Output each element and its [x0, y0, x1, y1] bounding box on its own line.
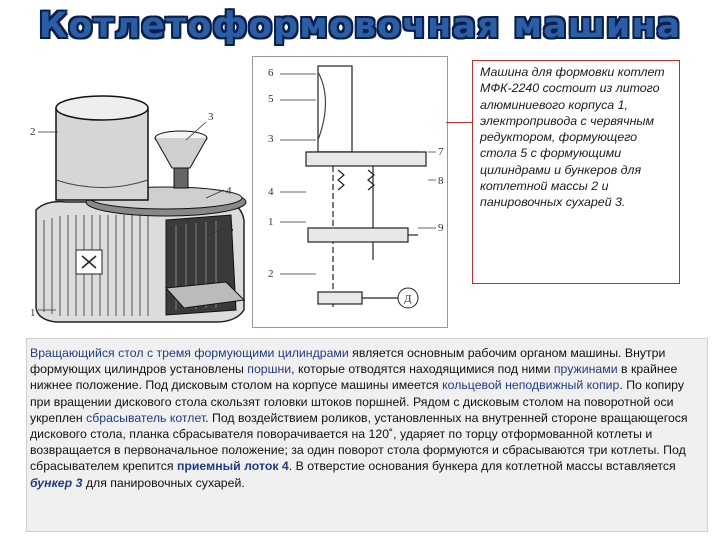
- term-hopper: бункер 3: [30, 475, 83, 490]
- photo-label-1: 1: [30, 307, 36, 319]
- page-title: Котлетоформовочная машина: [38, 6, 682, 46]
- photo-label-5: 5: [228, 223, 234, 235]
- machine-illustration: [26, 60, 266, 330]
- photo-label-3: 3: [208, 111, 214, 123]
- kinematic-schematic: [258, 60, 448, 325]
- term-rotating-table: Вращающийся стол с тремя формующими цилиндрами: [30, 346, 349, 360]
- schematic-label-3: 3: [268, 133, 274, 145]
- schematic-label-4: 4: [268, 186, 274, 198]
- machine-description: Машина для формовки котлет МФК-2240 состоит из литого алюминиевого корпуса 1, электропривода с червячным редуктором, формующего стола 5 с формующими цилиндрами и бункеров для котлетной массы 2 и панировочных сухарей 3.: [480, 65, 665, 210]
- term-springs: пружинами: [553, 362, 618, 377]
- motor-label: Д: [404, 293, 412, 305]
- term-tray: приемный лоток 4: [176, 459, 289, 474]
- schematic-label-1: 1: [268, 216, 274, 228]
- body-text: Вращающийся стол с тремя формующими цилиндрами является основным рабочим органом машины. Внутри формующих цилиндров установлены поршни, которые отводятся находящимися под ними пружинами в крайнее нижнее положение. Под дисковым столом на корпусе машины имеется кольцевой неподвижный копир. По копиру при вращении дискового стола скользят головки штоков поршней. Рядом с дисковым столом на поворотной оси укреплен сбрасыватель котлет. Под воздействием роликов, установленных на внутренней стороне вращающегося дискового стола, планка сбрасывателя поворачивается на 120˚, ударяет по торцу отформованной котлеты и возвращается в первоначальное положение; за один поворот стола формуются и сбрасываются три котлеты. Под сбрасывателем крепится приемный лоток 4. В отверстие основания бункера для котлетной массы вставляется бункер 3 для панировочных сухарей.: [30, 346, 688, 490]
- schematic-label-5: 5: [268, 93, 274, 105]
- term-ejector: сбрасыватель котлет: [86, 410, 206, 425]
- callout-connector: [446, 122, 472, 123]
- photo-label-4: 4: [226, 185, 232, 197]
- schematic-label-9: 9: [438, 222, 444, 234]
- schematic-label-6: 6: [268, 67, 274, 79]
- schematic-label-2: 2: [268, 268, 274, 280]
- schematic-label-8: 8: [438, 175, 444, 187]
- term-copier: кольцевой неподвижный копир: [442, 378, 620, 393]
- photo-label-2: 2: [30, 126, 36, 138]
- term-pistons: поршни: [247, 362, 292, 377]
- schematic-label-7: 7: [438, 146, 444, 158]
